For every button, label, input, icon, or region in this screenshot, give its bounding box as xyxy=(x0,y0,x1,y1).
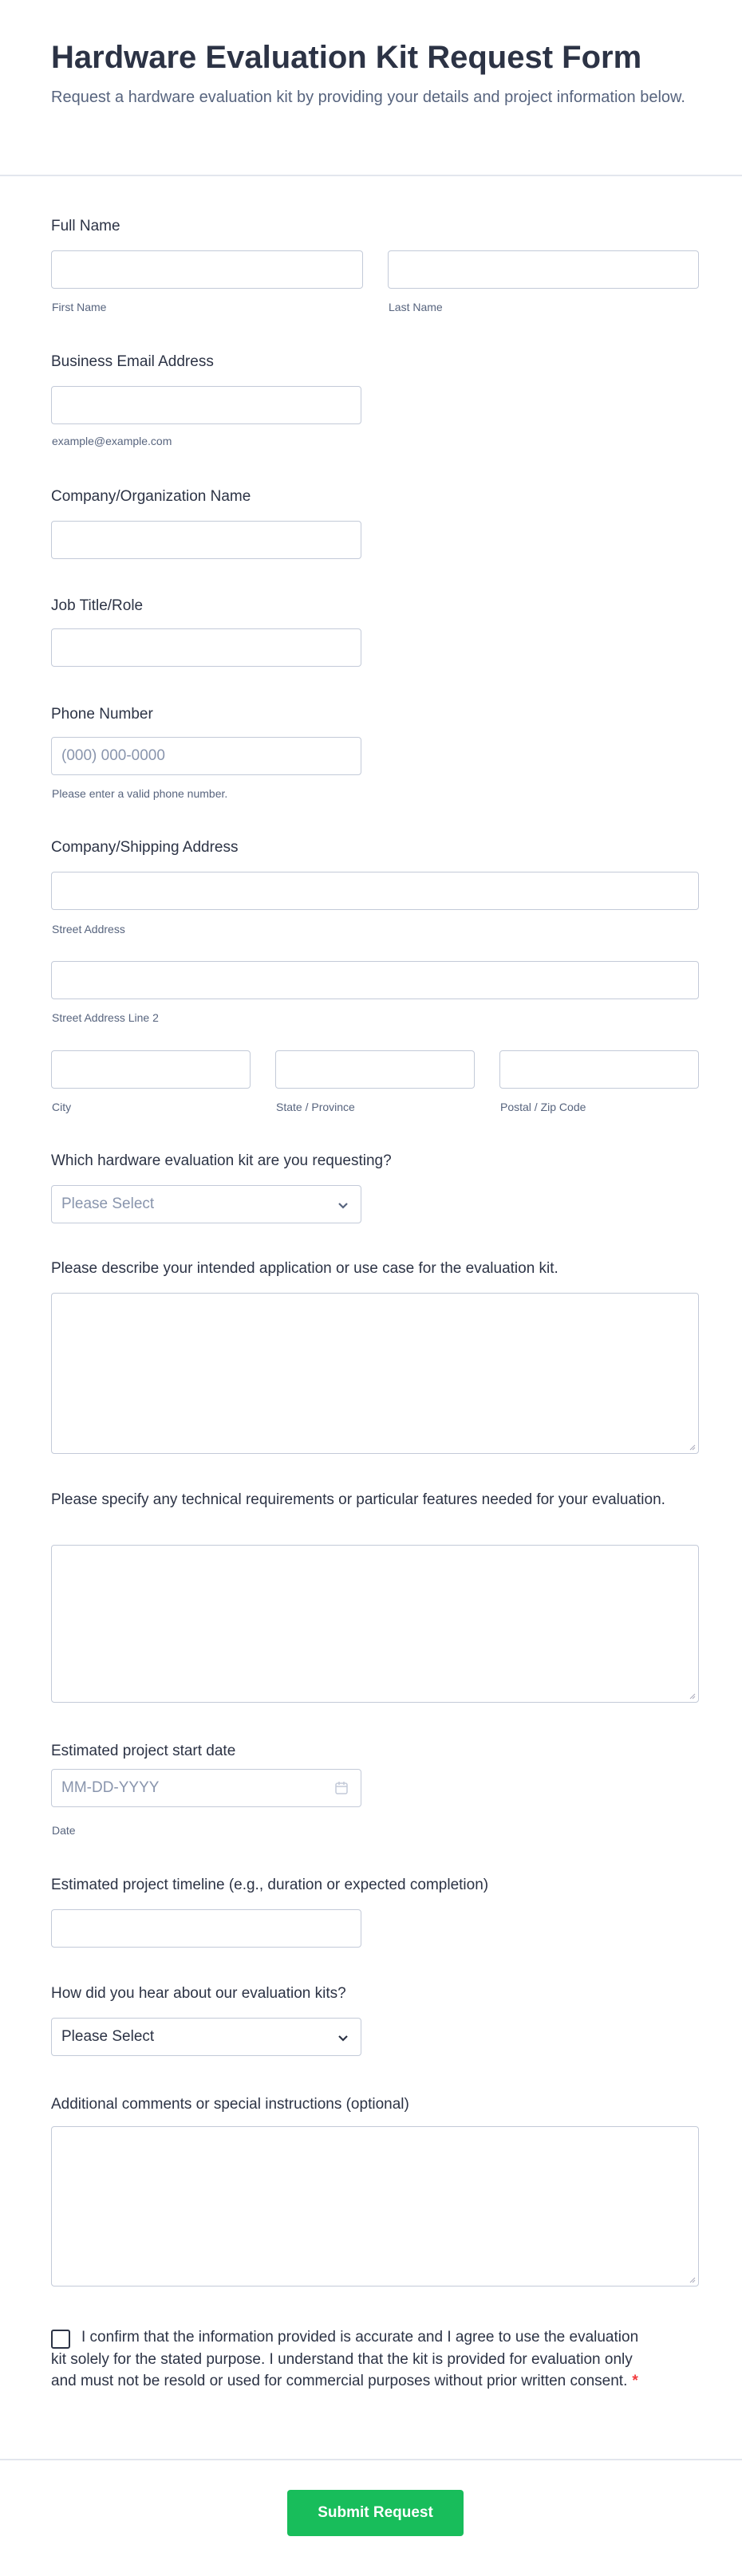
referral-select[interactable] xyxy=(51,2018,361,2056)
city-sublabel: City xyxy=(52,1101,72,1113)
resize-handle-icon[interactable] xyxy=(689,2276,696,2283)
consent-label xyxy=(51,2326,641,2393)
street-address-line2-sublabel: Street Address Line 2 xyxy=(52,1011,159,1024)
job-title-label: Job Title/Role xyxy=(51,597,144,614)
street-address-sublabel: Street Address xyxy=(52,923,125,935)
street-address-input[interactable] xyxy=(51,872,699,910)
kit-select-value: Please Select xyxy=(61,1195,155,1212)
start-date-input[interactable] xyxy=(51,1769,361,1807)
address-label: Company/Shipping Address xyxy=(51,839,239,856)
city-input[interactable] xyxy=(51,1050,251,1089)
zip-input[interactable] xyxy=(499,1050,699,1089)
start-date-sublabel: Date xyxy=(52,1824,76,1837)
timeline-label: Estimated project timeline (e.g., duration or expected completion) xyxy=(51,1877,489,1893)
resize-handle-icon[interactable] xyxy=(689,1692,696,1700)
last-name-input[interactable] xyxy=(388,250,699,289)
first-name-input[interactable] xyxy=(51,250,363,289)
state-input[interactable] xyxy=(275,1050,475,1089)
use-case-label: Please describe your intended application or use case for the evaluation kit. xyxy=(51,1260,558,1277)
phone-label: Phone Number xyxy=(51,706,153,723)
requirements-textarea[interactable] xyxy=(51,1545,699,1703)
use-case-textarea[interactable] xyxy=(51,1293,699,1454)
email-input[interactable] xyxy=(51,386,361,424)
page-title: Hardware Evaluation Kit Request Form xyxy=(51,40,642,75)
start-date-placeholder: MM-DD-YYYY xyxy=(61,1779,160,1796)
job-title-input[interactable] xyxy=(51,628,361,667)
comments-textarea[interactable] xyxy=(51,2126,699,2286)
calendar-icon[interactable] xyxy=(334,1780,349,1796)
submit-button[interactable]: Submit Request xyxy=(287,2490,464,2536)
email-sublabel: example@example.com xyxy=(52,435,172,447)
timeline-input[interactable] xyxy=(51,1909,361,1948)
referral-select-value: Please Select xyxy=(61,2028,155,2045)
comments-label: Additional comments or special instructions (optional) xyxy=(51,2096,409,2113)
state-sublabel: State / Province xyxy=(276,1101,355,1113)
footer-divider xyxy=(0,2459,742,2460)
start-date-label: Estimated project start date xyxy=(51,1743,236,1759)
first-name-sublabel: First Name xyxy=(52,301,107,313)
referral-label: How did you hear about our evaluation kits? xyxy=(51,1985,346,2002)
chevron-down-icon xyxy=(337,1199,349,1211)
requirements-label: Please specify any technical requirements or particular features needed for your evaluation. xyxy=(51,1491,665,1508)
company-input[interactable] xyxy=(51,521,361,559)
consent-text: I confirm that the information provided is accurate and I agree to use the evaluation kit solely for the stated purpose. I understand that the kit is provided for evaluation only and must not be resold or used for commercial purposes without prior written consent. xyxy=(51,2329,639,2389)
email-label: Business Email Address xyxy=(51,353,214,370)
kit-label: Which hardware evaluation kit are you requesting? xyxy=(51,1152,392,1169)
header-divider xyxy=(0,175,742,176)
phone-sublabel: Please enter a valid phone number. xyxy=(52,787,228,800)
company-label: Company/Organization Name xyxy=(51,488,251,505)
resize-handle-icon[interactable] xyxy=(689,1444,696,1451)
chevron-down-icon xyxy=(337,2031,349,2044)
kit-select[interactable] xyxy=(51,1185,361,1223)
zip-sublabel: Postal / Zip Code xyxy=(500,1101,586,1113)
required-mark: * xyxy=(632,2373,638,2389)
last-name-sublabel: Last Name xyxy=(389,301,443,313)
page-subtitle: Request a hardware evaluation kit by providing your details and project information below. xyxy=(51,89,685,106)
phone-input[interactable]: (000) 000-0000 xyxy=(51,737,361,775)
full-name-label: Full Name xyxy=(51,218,120,234)
street-address-line2-input[interactable] xyxy=(51,961,699,999)
